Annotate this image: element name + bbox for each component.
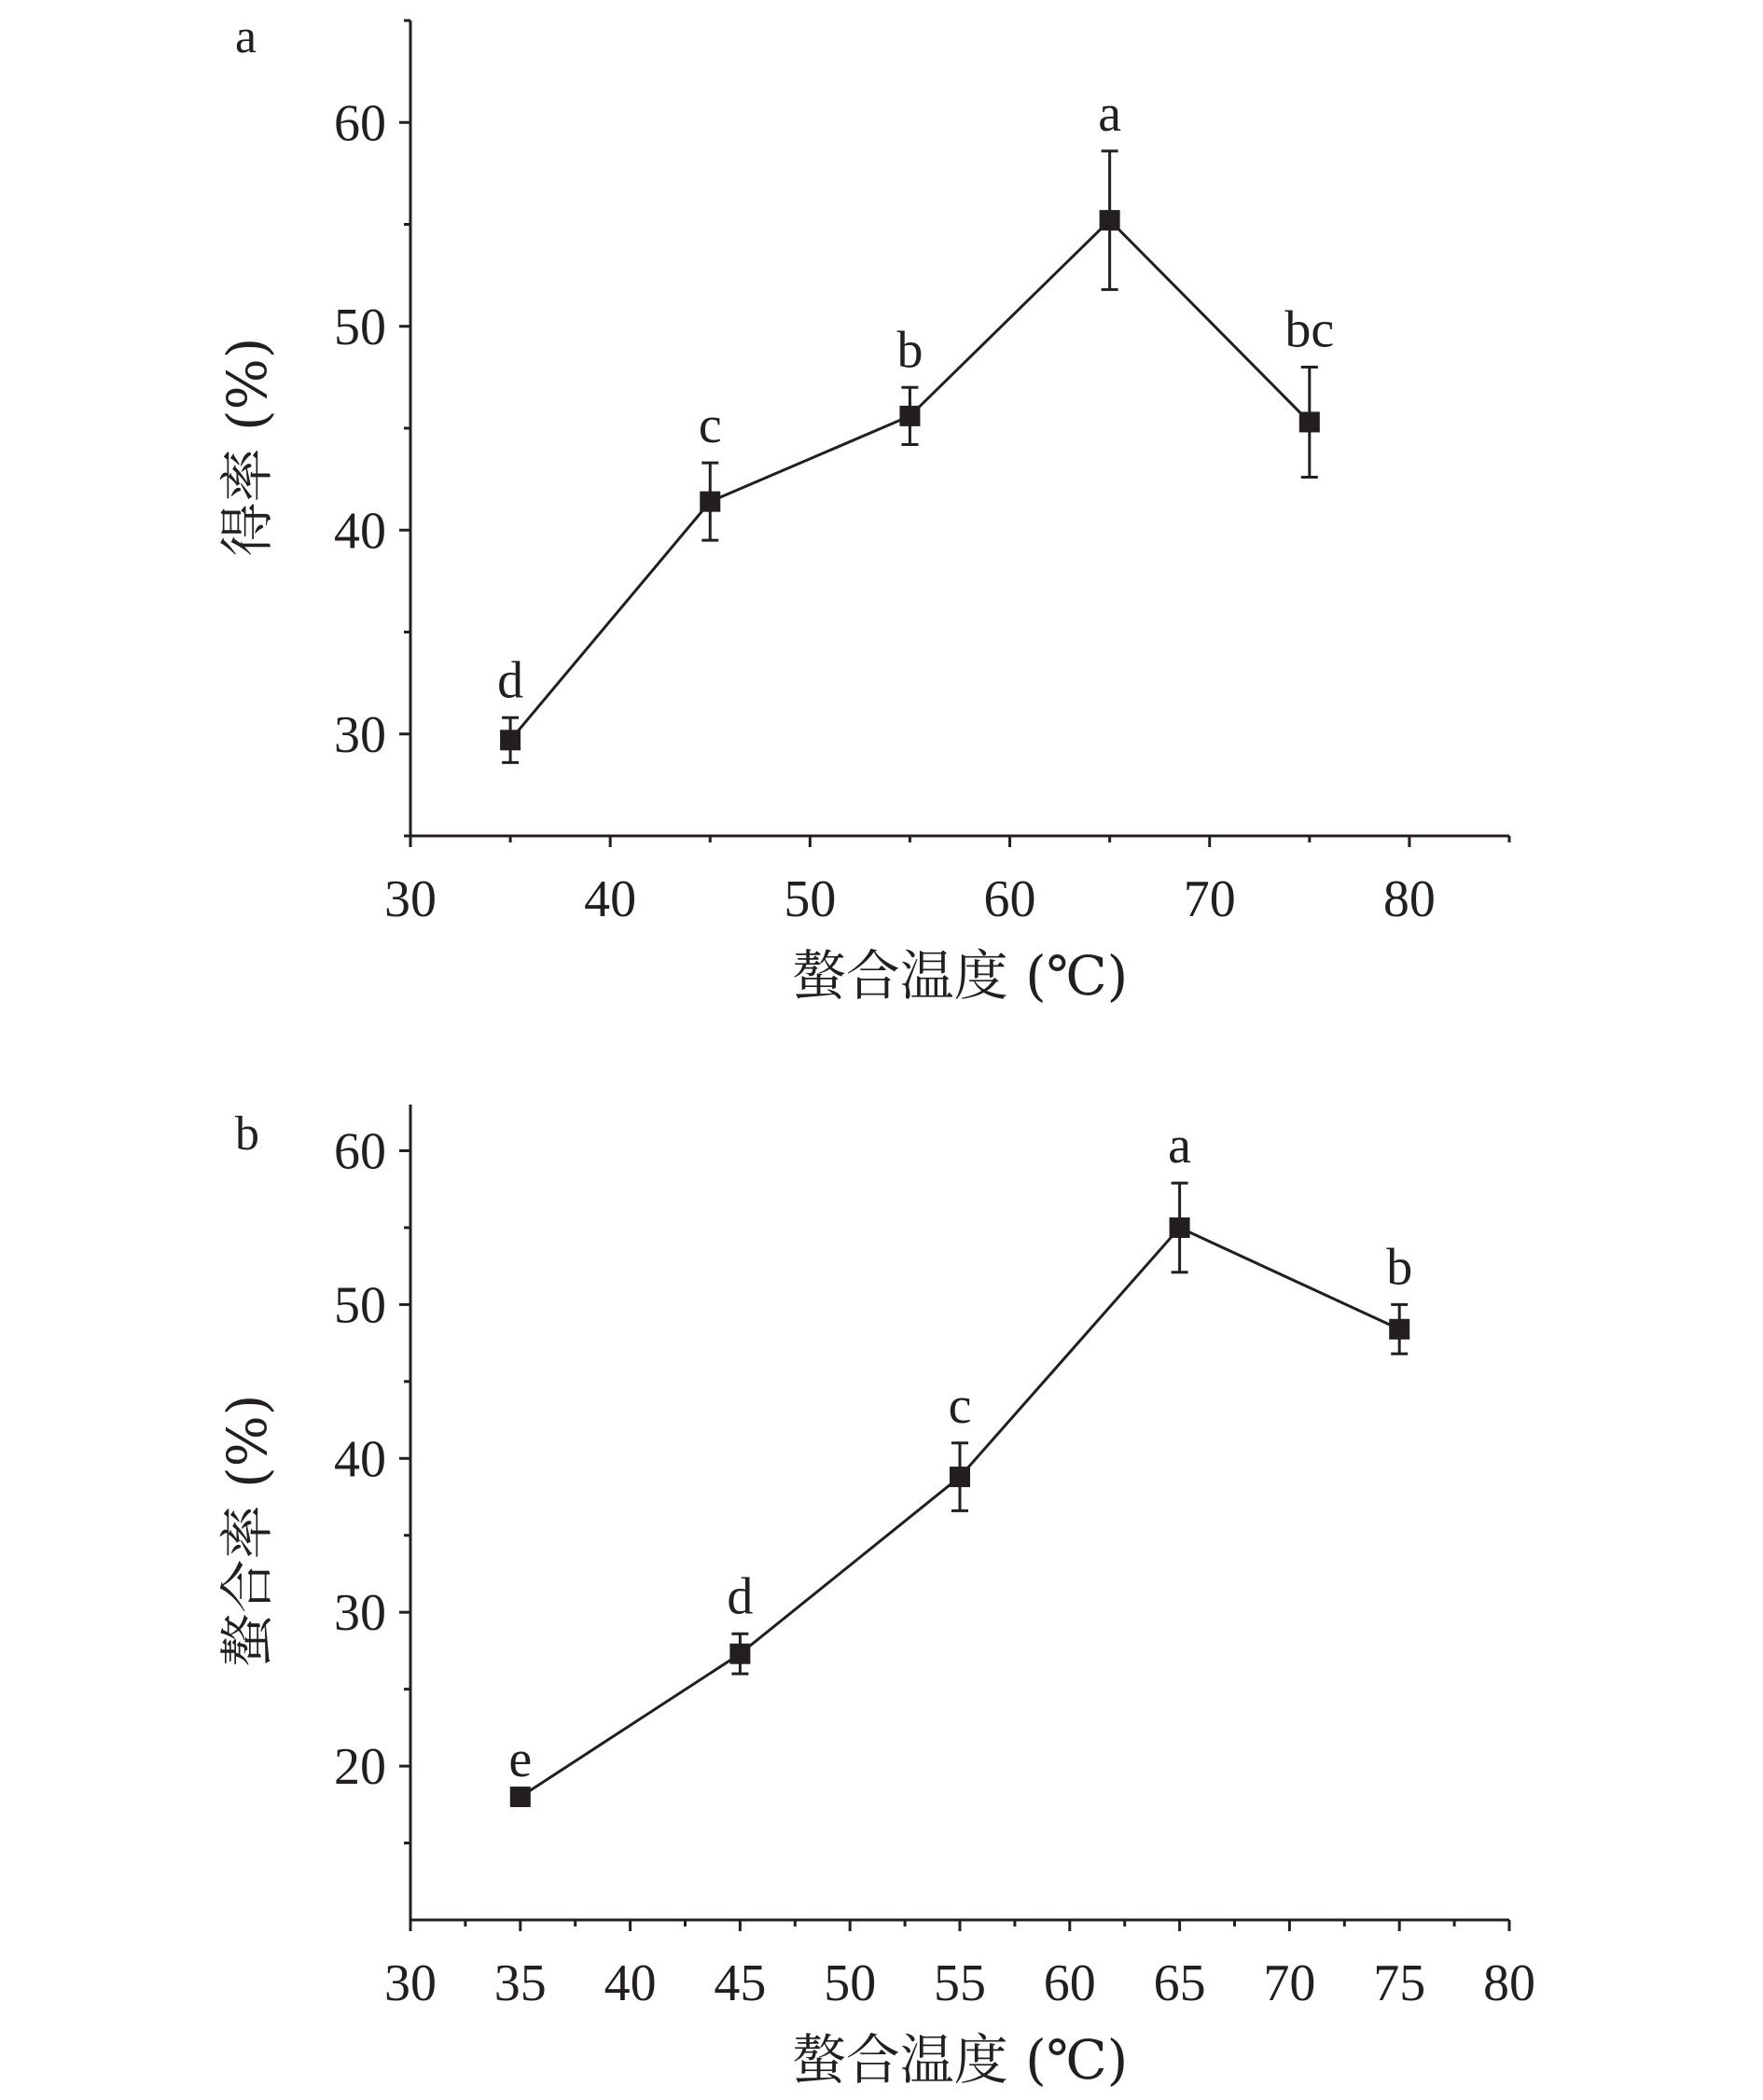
x-tick-label: 40	[584, 870, 637, 928]
y-axis-title: 得率 (%)	[215, 337, 279, 557]
x-tick-label: 50	[824, 1954, 877, 2012]
y-axis-title: 螯合率 (%)	[215, 1394, 279, 1668]
data-point	[1389, 1319, 1409, 1340]
significance-label: a	[1098, 84, 1122, 143]
y-tick-label: 40	[334, 1430, 386, 1489]
y-tick-label: 40	[334, 502, 386, 561]
panel-label: b	[235, 1107, 259, 1161]
y-tick-label: 50	[334, 1276, 386, 1335]
data-point	[500, 730, 521, 750]
significance-label: c	[698, 396, 722, 455]
significance-label: d	[497, 651, 524, 710]
panel-label: a	[235, 10, 257, 63]
x-tick-label: 65	[1153, 1954, 1206, 2012]
x-tick-label: 70	[1183, 870, 1236, 928]
data-point	[700, 492, 720, 512]
x-tick-label: 70	[1263, 1954, 1316, 2012]
significance-label: bc	[1284, 300, 1335, 359]
y-tick-label: 50	[334, 298, 386, 356]
data-point	[950, 1467, 970, 1487]
x-tick-label: 80	[1382, 870, 1436, 928]
x-tick-label: 45	[714, 1954, 767, 2012]
x-tick-label: 50	[784, 870, 837, 928]
panel-a	[215, 10, 1509, 1008]
x-tick-label: 80	[1483, 1954, 1535, 2012]
data-point	[1100, 210, 1120, 230]
significance-label: e	[508, 1731, 533, 1789]
x-tick-label: 30	[384, 870, 437, 928]
x-tick-label: 55	[934, 1954, 986, 2012]
panel-b	[215, 1105, 1535, 2092]
series-line	[521, 1228, 1399, 1797]
significance-label: b	[896, 321, 923, 380]
x-axis-title: 螯合温度 (℃)	[791, 944, 1129, 1008]
data-point	[510, 1787, 531, 1807]
significance-label: b	[1386, 1238, 1413, 1297]
y-tick-label: 30	[334, 1584, 386, 1643]
data-point	[899, 406, 920, 426]
x-tick-label: 40	[604, 1954, 657, 2012]
x-tick-label: 35	[493, 1954, 547, 2012]
y-tick-label: 60	[334, 94, 386, 153]
y-tick-label: 60	[334, 1122, 386, 1181]
y-tick-label: 20	[334, 1738, 386, 1797]
y-tick-label: 30	[334, 705, 386, 764]
x-axis-title: 螯合温度 (℃)	[791, 2028, 1129, 2092]
data-point	[1170, 1217, 1190, 1238]
x-tick-label: 60	[1043, 1954, 1096, 2012]
significance-label: c	[948, 1376, 972, 1435]
x-tick-label: 30	[384, 1954, 437, 2012]
significance-label: a	[1168, 1117, 1192, 1175]
data-point	[729, 1644, 750, 1664]
x-tick-label: 75	[1373, 1954, 1426, 2012]
x-tick-label: 60	[983, 870, 1036, 928]
data-point	[1299, 411, 1320, 432]
significance-label: d	[727, 1567, 754, 1626]
series-line	[510, 220, 1310, 740]
